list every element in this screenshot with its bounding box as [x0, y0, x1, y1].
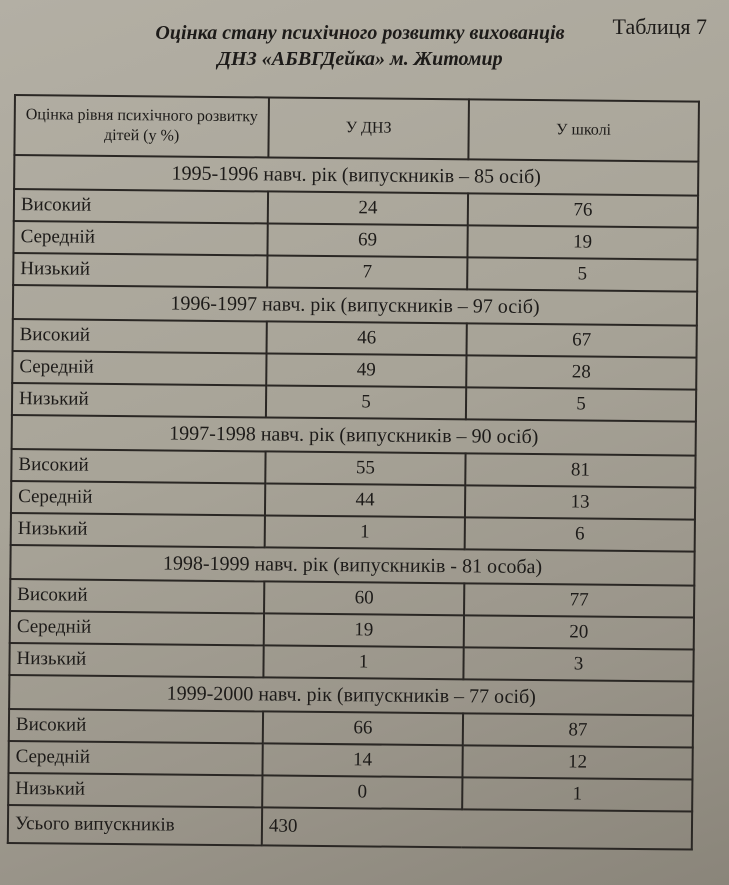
dnz-value-cell: 1: [265, 515, 465, 549]
dnz-value-cell: 55: [265, 451, 465, 485]
school-value-cell: 13: [465, 485, 695, 519]
school-value-cell: 5: [466, 387, 696, 421]
level-cell: Високий: [13, 319, 267, 353]
dnz-value-cell: 19: [264, 613, 464, 647]
dnz-value-cell: 7: [267, 255, 467, 289]
dnz-value-cell: 49: [266, 353, 466, 387]
header-school: У школі: [468, 99, 699, 161]
year-label: 1998-1999 навч. рік (випускників - 81 особа): [10, 545, 694, 586]
level-cell: Середній: [10, 611, 264, 645]
level-cell: Високий: [11, 449, 265, 483]
dnz-value-cell: 14: [262, 743, 462, 777]
total-value: 430: [262, 807, 692, 849]
level-cell: Середній: [12, 351, 266, 385]
school-value-cell: 77: [464, 583, 694, 617]
school-value-cell: 19: [467, 225, 697, 259]
dnz-value-cell: 1: [263, 645, 463, 679]
level-cell: Низький: [8, 773, 262, 807]
school-value-cell: 5: [467, 257, 697, 291]
total-row: [8, 805, 692, 850]
level-cell: Низький: [12, 383, 266, 417]
header-row: [14, 95, 699, 162]
level-cell: Високий: [14, 189, 268, 223]
total-label: Усього випускників: [8, 805, 262, 845]
year-label: 1996-1997 навч. рік (випускників – 97 осіб): [13, 285, 697, 326]
year-label: 1997-1998 навч. рік (випускників – 90 осіб): [12, 415, 696, 456]
results-table-body: [8, 95, 699, 850]
school-value-cell: 87: [463, 713, 693, 747]
table-number: Таблиця 7: [612, 14, 707, 39]
school-value-cell: 3: [463, 647, 693, 681]
dnz-value-cell: 46: [267, 321, 467, 355]
results-table: [7, 94, 700, 851]
school-value-cell: 12: [462, 745, 692, 779]
school-value-cell: 20: [464, 615, 694, 649]
dnz-value-cell: 24: [268, 191, 468, 225]
school-value-cell: 28: [466, 355, 696, 389]
title-line-1: Оцінка стану психічного розвитку вихованців: [155, 22, 565, 44]
dnz-value-cell: 0: [262, 775, 462, 809]
header-dnz: У ДНЗ: [268, 97, 468, 159]
school-value-cell: 1: [462, 777, 692, 811]
dnz-value-cell: 69: [267, 223, 467, 257]
school-value-cell: 67: [466, 323, 696, 357]
level-cell: Низький: [11, 513, 265, 547]
school-value-cell: 81: [465, 453, 695, 487]
dnz-value-cell: 5: [266, 385, 466, 419]
dnz-value-cell: 66: [263, 711, 463, 745]
dnz-value-cell: 44: [265, 483, 465, 517]
year-label: 1999-2000 навч. рік (випускників – 77 осіб): [9, 675, 693, 716]
level-cell: Середній: [8, 741, 262, 775]
header-level: Оцінка рівня психічного розвитку дітей (у %): [14, 95, 269, 157]
level-cell: Високий: [9, 709, 263, 743]
level-cell: Низький: [9, 643, 263, 677]
level-cell: Середній: [11, 481, 265, 515]
dnz-value-cell: 60: [264, 581, 464, 615]
school-value-cell: 76: [468, 193, 698, 227]
level-cell: Низький: [13, 253, 267, 287]
title-line-2: ДНЗ «АБВГДейка» м. Житомир: [217, 48, 503, 70]
level-cell: Середній: [13, 221, 267, 255]
level-cell: Високий: [10, 579, 264, 613]
table-title: [40, 20, 680, 72]
year-label: 1995-1996 навч. рік (випускників – 85 осіб): [14, 155, 698, 196]
school-value-cell: 6: [465, 517, 695, 551]
